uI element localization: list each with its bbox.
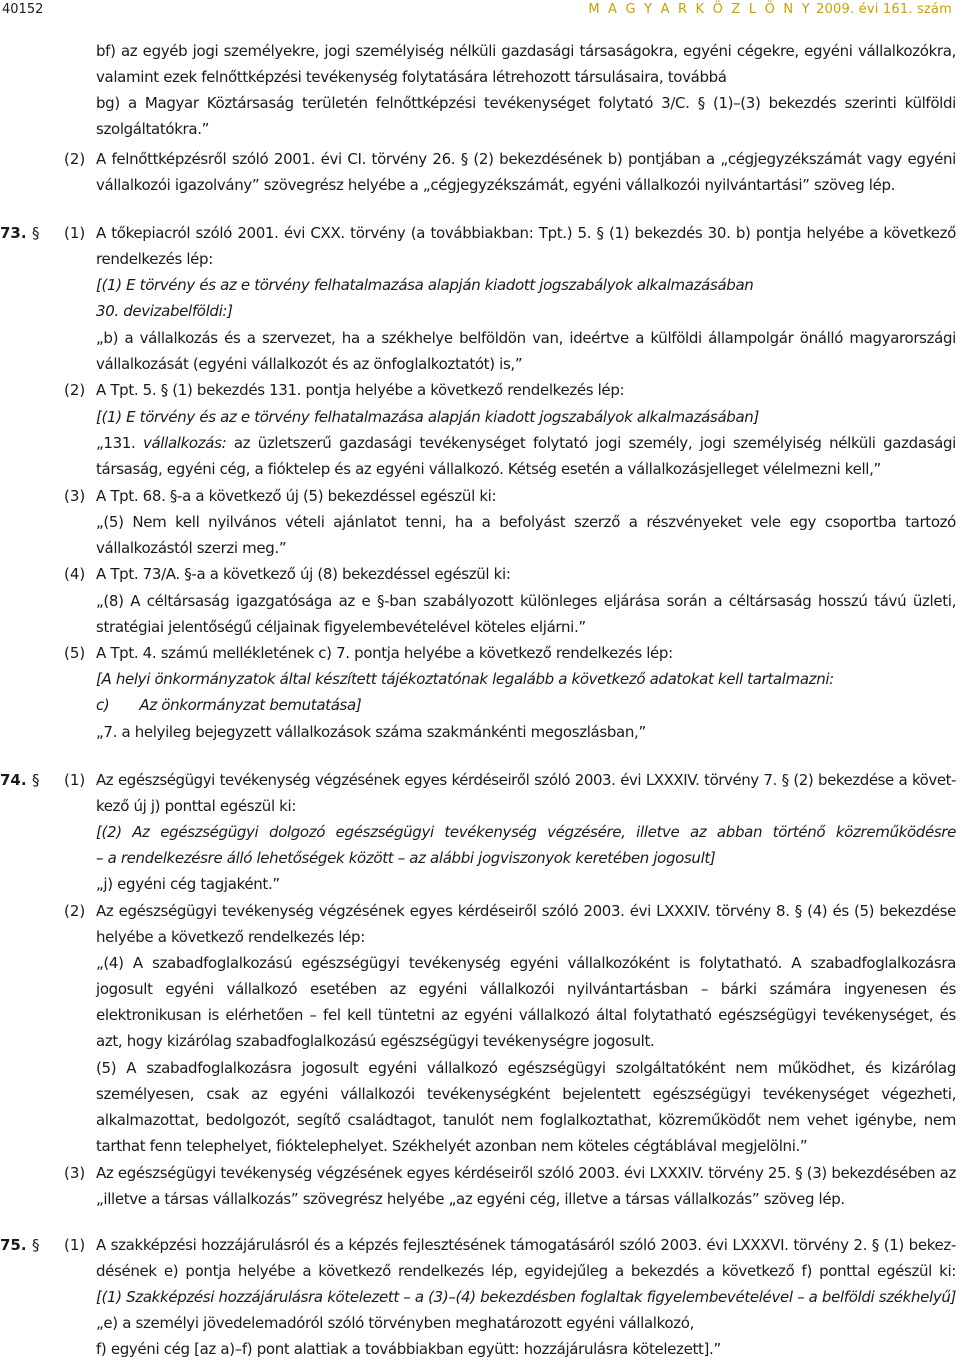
text-line: „e) a személyi jövedelemadóról szóló törvényben meghatározott egyéni vállalkozó, (96, 1314, 695, 1332)
text-line: „j) egyéni cég tagjaként.” (96, 875, 280, 893)
text-line: 30. devizabelföldi:] (96, 302, 233, 320)
paragraph-number: (2) (64, 150, 86, 168)
text-line: [(1) E törvény és az e törvény felhatalmazása alapján kiadott jogszabályok alkalmazásában] (96, 408, 759, 426)
text-line: „illetve a társas vállalkozás” szövegrész helyébe „az egyéni cég, illetve a társas vállalkozás” szöveg lép. (96, 1190, 845, 1208)
text-line: (5) A szabadfoglalkozásra jogosult egyéni vállalkozó egészségügyi szolgáltatóként nem működhet, és kizárólag (96, 1059, 956, 1077)
paragraph-number: (5) (64, 644, 86, 662)
text-line: bg) a Magyar Köztársaság területén felnőttképzési tevékenységet folytató 3/C. § (1)–(3) bekezdés szerinti külföldi (96, 94, 956, 112)
text-line: jogosult egyéni vállalkozó esetében az egyéni vállalkozói nyilvántartásban – bárki számára ingyenesen és (96, 980, 956, 998)
defined-term: vállalkozás: (142, 434, 227, 452)
text-line: stratégiai jelentőségű céljainak figyelembevételével köteles eljárni.” (96, 618, 586, 636)
text-line: vállalkozástól szerzi meg.” (96, 539, 287, 557)
paragraph-number: (1) (64, 224, 86, 242)
text-line: „(4) A szabadfoglalkozású egészségügyi tevékenység egyéni vállalkozóként is folytatható. A szabadfoglalkozásra (96, 954, 956, 972)
text-line: vállalkozását (egyéni vállalkozót és az önfoglalkoztatót) is,” (96, 355, 523, 373)
text-line: bf) az egyéb jogi személyekre, jogi személyiség nélküli gazdasági társaságokra, egyéni cégekre, egyéni vállalkozókra, (96, 42, 956, 60)
text-line: társaság, egyéni cég, a fióktelep és az egyéni vállalkozó. Kétség esetén a vállalkozásjelleget vélelmezni kell,” (96, 460, 881, 478)
text-line: désének e) pontja helyébe a következő rendelkezés lép, egyidejűleg a bekezdés a következő f) ponttal egészül ki: (96, 1262, 956, 1280)
publication-title (588, 0, 952, 20)
text-line: Az egészségügyi tevékenység végzésének egyes kérdéseiről szóló 2003. évi LXXXIV. törvény 7. § (2) bekezdése a követ- (96, 771, 956, 789)
text-line: [(1) E törvény és az e törvény felhatalmazása alapján kiadott jogszabályok alkalmazásában (96, 276, 754, 294)
paragraph-number: (4) (64, 565, 86, 583)
text-line: személyesen, csak az egyéni vállalkozói tevékenységként bejelentett egészségügyi tevékenységet végezheti, (96, 1085, 956, 1103)
text-line: tarthat fenn telephelyet, fióktelephelyet. Székhelyét azonban nem köteles cégtáblával megjelölni.” (96, 1137, 808, 1155)
text-line: helyébe a következő rendelkezés lép: (96, 928, 365, 946)
text-line: „131. vállalkozás: az üzletszerű gazdasági tevékenységet folytató jogi személy, jogi személyiség nélküli gazdasági (96, 434, 956, 452)
paragraph-number: (1) (64, 1236, 86, 1254)
paragraph-number: (3) (64, 1164, 86, 1182)
section-sign: § (32, 1236, 40, 1254)
journal-name: M A G Y A R K Ö Z L Ö N Y (588, 2, 812, 17)
page-number: 40152 (2, 2, 44, 17)
text-line: [(1) Szakképzési hozzájárulásra kötelezett – a (3)–(4) bekezdésben foglaltak figyelembevételével – a belföldi székhelyű] (96, 1288, 957, 1306)
text-line: A Tpt. 5. § (1) bekezdés 131. pontja helyébe a következő rendelkezés lép: (96, 381, 625, 399)
text-line: A felnőttképzésről szóló 2001. évi CI. törvény 26. § (2) bekezdésének b) pontjában a „cégjegyzékszámát vagy egyéni (96, 150, 956, 168)
text-line: Az egészségügyi tevékenység végzésének egyes kérdéseiről szóló 2003. évi LXXXIV. törvény 8. § (4) és (5) bekezdése (96, 902, 956, 920)
text-line: „(8) A céltársaság igazgatósága az e §-ban szabályozott különleges eljárása során a céltársaság hosszú távú üzleti, (96, 592, 956, 610)
paragraph-number: (1) (64, 771, 86, 789)
text-line: „b) a vállalkozás és a szervezet, ha a székhelye belföldön van, ideértve a külföldi állampolgár önálló magyarországi (96, 329, 956, 347)
section-sign: § (32, 771, 40, 789)
paragraph-number: (2) (64, 902, 86, 920)
article-number: 74. (0, 771, 27, 789)
text-line: A Tpt. 73/A. §-a a következő új (8) bekezdéssel egészül ki: (96, 565, 511, 583)
section-sign: § (32, 224, 40, 242)
issue-number: 2009. évi 161. szám (816, 2, 952, 17)
text-line: vállalkozói igazolvány” szövegrész helyébe a „cégjegyzékszámát, egyéni vállalkozói nyilvántartási” szöveg lép. (96, 176, 896, 194)
article-number: 73. (0, 224, 27, 242)
text-line: „(5) Nem kell nyilvános vételi ajánlatot tenni, ha a befolyást szerző a részvényeket vele egy csoportba tartozó (96, 513, 956, 531)
text-line: rendelkezés lép: (96, 250, 213, 268)
text-line: „7. a helyileg bejegyzett vállalkozások száma szakmánkénti megoszlásban,” (96, 723, 646, 741)
text-line: alkalmazottat, bedolgozót, segítő családtagot, tanulót nem foglalkoztathat, közreműködőt nem vehet igénybe, nem (96, 1111, 956, 1129)
text-line: A Tpt. 4. számú mellékletének c) 7. pontja helyébe a következő rendelkezés lép: (96, 644, 673, 662)
page-header (0, 0, 960, 22)
paragraph-number: (2) (64, 381, 86, 399)
text-line: Az egészségügyi tevékenység végzésének egyes kérdéseiről szóló 2003. évi LXXXIV. törvény 25. § (3) bekezdésében az (96, 1164, 956, 1182)
text-line: A szakképzési hozzájárulásról és a képzés fejlesztésének támogatásáról szóló 2003. évi LXXXVI. törvény 2. § (1) bekez- (96, 1236, 956, 1254)
text-line: szolgáltatókra.” (96, 120, 210, 138)
text-line: kező új j) ponttal egészül ki: (96, 797, 297, 815)
text-line: A tőkepiacról szóló 2001. évi CXX. törvény (a továbbiakban: Tpt.) 5. § (1) bekezdés 30. b) pontja helyébe a következő (96, 224, 956, 242)
text-line: azt, hogy kizárólag szabadfoglalkozású egészségügyi tevékenységre jogosult. (96, 1032, 655, 1050)
text-line: [A helyi önkormányzatok által készített tájékoztatónak legalább a következő adatokat kell tartalmazni: (96, 670, 834, 688)
text-line: c) Az önkormányzat bemutatása] (96, 696, 362, 714)
text-line: A Tpt. 68. §-a a következő új (5) bekezdéssel egészül ki: (96, 487, 497, 505)
text-line: valamint ezek felnőttképzési tevékenység folytatására létrehozott társulásaira, továbbá (96, 68, 727, 86)
text-line: [(2) Az egészségügyi dolgozó egészségügyi tevékenység végzésére, illetve az abban történő közreműködésre (96, 823, 956, 841)
paragraph-number: (3) (64, 487, 86, 505)
article-number: 75. (0, 1236, 27, 1254)
text-line: f) egyéni cég [az a)–f) pont alattiak a továbbiakban együtt: hozzájárulásra kötelezett].” (96, 1340, 721, 1358)
text-line: – a rendelkezésre álló lehetőségek között – az alábbi jogviszonyok keretében jogosult] (96, 849, 716, 867)
text-line: elektronikusan is elérhetően – fel kell tüntetni az egyéni vállalkozó által folytatható egészségügyi tevékenységet, és (96, 1006, 956, 1024)
